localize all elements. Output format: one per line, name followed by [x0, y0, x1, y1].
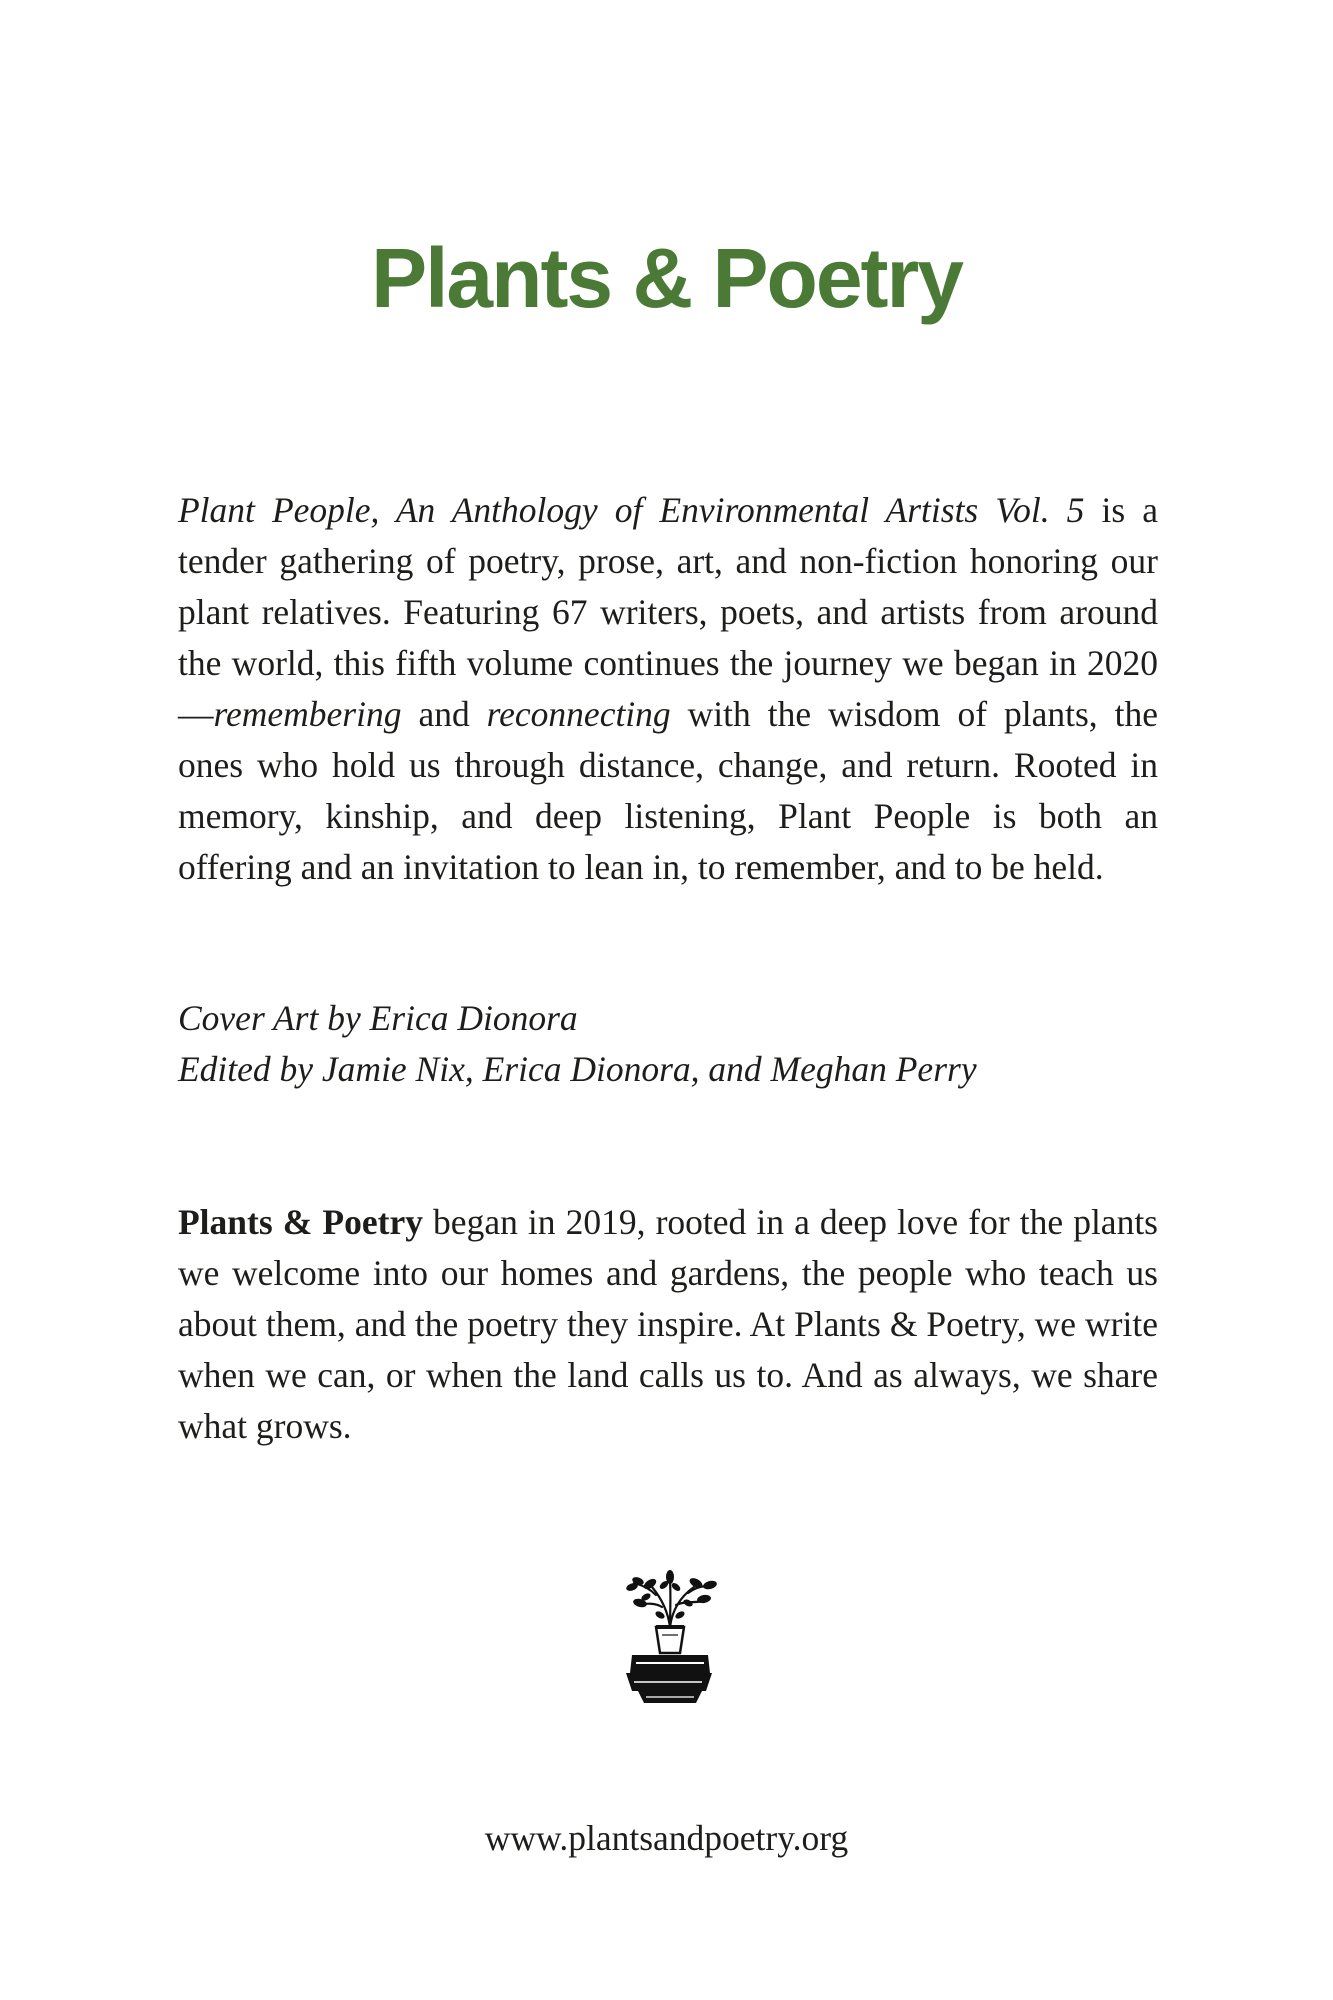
page-title: Plants & Poetry	[371, 231, 962, 325]
publisher-name: Plants & Poetry	[178, 1202, 423, 1242]
emphasis-reconnecting: reconnecting	[486, 694, 671, 734]
credits	[178, 993, 1158, 1095]
book-title: Plant People, An Anthology of Environmental Artists Vol. 5	[178, 490, 1085, 530]
editors-credit: Edited by Jamie Nix, Erica Dionora, and Meghan Perry	[178, 1049, 977, 1089]
description-text-1: is a tender gathering of poetry, prose, art, and non-fiction honoring our plant relatives. Featuring 67 writers, poets, and artists from around the world, this fifth volume continues the journey we began in 2020—	[178, 490, 1158, 734]
website-url: www.plantsandpoetry.org	[484, 1818, 849, 1858]
about-publisher	[178, 1197, 1158, 1452]
emphasis-remembering: remembering	[213, 694, 402, 734]
potted-plant-on-books-icon	[616, 1557, 724, 1707]
book-description	[178, 485, 1158, 893]
about-text: began in 2019, rooted in a deep love for the plants we welcome into our homes and gardens, the people who teach us about them, and the poetry they inspire. At Plants & Poetry, we write when we can, or when the land calls us to. And as always, we share what grows.	[178, 1202, 1158, 1446]
cover-art-credit: Cover Art by Erica Dionora	[178, 998, 578, 1038]
description-text-3: with the wisdom of plants, the ones who hold us through distance, change, and return. Rooted in memory, kinship, and deep listening, Plant People is both an offering and an invitation to lean in, to remember, and to be held.	[178, 694, 1158, 887]
description-text-2: and	[401, 694, 487, 734]
